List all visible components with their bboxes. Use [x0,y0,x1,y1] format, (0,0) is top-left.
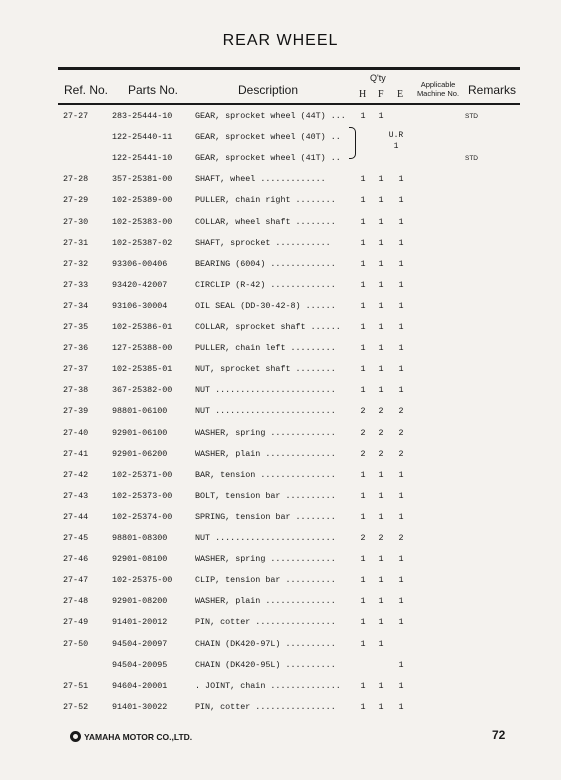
cell-part: 93420-42007 [112,279,168,290]
cell-desc: GEAR, sprocket wheel (41T) .. [195,153,341,164]
cell-desc: BEARING (6004) ............. [195,258,336,269]
cell-desc: COLLAR, wheel shaft ........ [195,216,336,227]
cell-h: 1 [360,195,366,206]
table-row [0,507,561,528]
cell-f: 2 [378,406,384,417]
cell-ref: 27-49 [63,617,89,628]
cell-desc: PULLER, chain left ......... [195,343,336,354]
cell-ref: 27-48 [63,596,89,607]
cell-part: 91401-30022 [112,701,168,712]
cell-e: 1 [398,343,404,354]
group-brace [349,127,356,159]
cell-ref: 27-40 [63,427,89,438]
cell-ref: 27-35 [63,322,89,332]
cell-f: 1 [378,237,384,248]
cell-h: 1 [360,111,366,121]
table-row [0,190,561,211]
cell-h: 1 [360,322,366,332]
cell-h: 1 [360,343,366,354]
cell-ref: 27-50 [63,638,89,649]
cell-h: 1 [360,364,366,375]
cell-desc: BAR, tension ............... [195,469,336,480]
cell-desc: WASHER, plain .............. [195,596,336,607]
cell-desc: CHAIN (DK420-97L) .......... [195,638,336,649]
yamaha-logo-icon [70,731,81,742]
cell-desc: CIRCLIP (R-42) ............. [195,279,336,290]
cell-part: 92901-06100 [112,427,168,438]
cell-e: 1 [398,596,404,607]
cell-f: 2 [378,427,384,438]
cell-ref: 27-42 [63,469,89,480]
table-row [0,148,561,169]
cell-f: 1 [378,680,384,691]
cell-e: 1 [398,490,404,501]
cell-e: 1 [398,575,404,586]
header-e: E [397,89,404,100]
cell-ref: 27-29 [63,195,89,206]
table-row [0,423,561,444]
cell-part: 93306-00406 [112,258,168,269]
cell-e: 2 [398,533,404,543]
ur-note-label: U.R [388,131,404,140]
cell-h: 2 [360,448,366,459]
cell-h: 1 [360,469,366,480]
header-parts-no: Parts No. [128,83,179,97]
cell-desc: NUT ........................ [195,406,336,417]
table-row [0,380,561,401]
cell-desc: CLIP, tension bar .......... [195,575,336,586]
header-remarks: Remarks [468,83,517,97]
cell-ref: 27-51 [63,680,89,691]
cell-h: 1 [360,258,366,269]
cell-e: 1 [398,659,404,670]
cell-part: 102-25389-00 [112,195,173,206]
cell-part: 98801-08300 [112,533,168,543]
header-description: Description [238,83,299,97]
cell-h: 1 [360,617,366,628]
cell-desc: NUT ........................ [195,533,336,543]
cell-desc: . JOINT, chain .............. [195,680,341,691]
cell-e: 1 [398,216,404,227]
cell-part: 92901-06200 [112,448,168,459]
cell-desc: SPRING, tension bar ........ [195,511,336,522]
header-qty: Q'ty [370,73,386,83]
cell-h: 1 [360,701,366,712]
cell-desc: WASHER, spring ............. [195,554,336,565]
table-row [0,591,561,612]
cell-e: 2 [398,448,404,459]
table-row [0,106,561,127]
cell-rem: STD [465,155,478,163]
cell-desc: NUT ........................ [195,385,336,396]
cell-ref: 27-52 [63,701,89,712]
cell-e: 1 [398,195,404,206]
table-row [0,296,561,317]
header-applicable [410,80,466,98]
cell-desc: PULLER, chain right ........ [195,195,336,206]
table-row [0,655,561,676]
cell-part: 92901-08100 [112,554,168,565]
cell-h: 1 [360,490,366,501]
cell-desc: PIN, cotter ................ [195,617,336,628]
cell-h: 1 [360,596,366,607]
cell-f: 1 [378,279,384,290]
cell-part: 127-25388-00 [112,343,173,354]
cell-h: 1 [360,680,366,691]
cell-f: 1 [378,300,384,311]
ur-note-qty: 1 [393,142,399,151]
cell-e: 1 [398,385,404,396]
page-title: REAR WHEEL [222,32,339,49]
cell-h: 2 [360,406,366,417]
cell-e: 1 [398,322,404,332]
cell-f: 1 [378,638,384,649]
table-row [0,528,561,549]
cell-part: 102-25374-00 [112,511,173,522]
cell-h: 1 [360,237,366,248]
cell-f: 1 [378,596,384,607]
company-name: YAMAHA MOTOR CO.,LTD. [84,731,193,742]
cell-f: 1 [378,554,384,565]
cell-part: 102-25386-01 [112,322,173,332]
cell-desc: SHAFT, wheel ............. [195,174,326,185]
cell-f: 1 [378,258,384,269]
cell-f: 1 [378,111,384,121]
cell-h: 1 [360,279,366,290]
cell-part: 357-25381-00 [112,174,173,185]
cell-e: 1 [398,258,404,269]
cell-h: 1 [360,638,366,649]
cell-ref: 27-32 [63,258,89,269]
cell-f: 2 [378,448,384,459]
cell-ref: 27-38 [63,385,89,396]
cell-desc: WASHER, plain .............. [195,448,336,459]
table-row [0,676,561,697]
cell-h: 1 [360,216,366,227]
cell-part: 102-25375-00 [112,575,173,586]
cell-part: 92901-08200 [112,596,168,607]
cell-ref: 27-46 [63,554,89,565]
table-row [0,359,561,380]
cell-ref: 27-44 [63,511,89,522]
cell-ref: 27-47 [63,575,89,586]
cell-f: 1 [378,701,384,712]
cell-f: 1 [378,216,384,227]
table-row [0,275,561,296]
table-row [0,549,561,570]
cell-e: 1 [398,300,404,311]
cell-part: 91401-20012 [112,617,168,628]
header-ref-no: Ref. No. [64,83,109,97]
cell-desc: CHAIN (DK420-95L) .......... [195,659,336,670]
cell-e: 1 [398,554,404,565]
cell-rem: STD [465,113,478,120]
cell-f: 1 [378,490,384,501]
cell-e: 1 [398,279,404,290]
cell-f: 1 [378,174,384,185]
table-row [0,401,561,422]
table-row [0,127,561,148]
table-row [0,486,561,507]
table-row [0,338,561,359]
cell-e: 1 [398,617,404,628]
cell-f: 1 [378,575,384,586]
header-applicable-line2: Machine No. [416,89,460,98]
cell-f: 1 [378,469,384,480]
header-bottom-rule [58,103,520,105]
cell-ref: 27-31 [63,237,89,248]
cell-e: 1 [398,174,404,185]
cell-ref: 27-45 [63,533,89,543]
cell-part: 93106-30004 [112,300,168,311]
cell-f: 1 [378,617,384,628]
cell-part: 98801-06100 [112,406,168,417]
table-row [0,697,561,718]
page-number: 72 [492,728,506,742]
cell-ref: 27-30 [63,216,89,227]
cell-desc: NUT, sprocket shaft ........ [195,364,336,375]
cell-ref: 27-43 [63,490,89,501]
cell-part: 283-25444-10 [112,111,173,121]
cell-ref: 27-36 [63,343,89,354]
footer-company [70,731,192,742]
ur-note [376,130,416,152]
cell-part: 122-25441-10 [112,153,173,164]
table-row [0,444,561,465]
cell-h: 2 [360,533,366,543]
table-row [0,634,561,655]
table-row [0,212,561,233]
header-f: F [378,89,384,100]
cell-e: 2 [398,406,404,417]
cell-ref: 27-28 [63,174,89,185]
table-row [0,254,561,275]
cell-part: 122-25440-11 [112,132,173,143]
cell-part: 367-25382-00 [112,385,173,396]
cell-f: 1 [378,385,384,396]
cell-desc: PIN, cotter ................ [195,701,336,712]
cell-h: 1 [360,575,366,586]
table-row [0,317,561,338]
cell-e: 1 [398,237,404,248]
cell-desc: COLLAR, sprocket shaft ...... [195,322,341,332]
cell-ref: 27-27 [63,111,89,121]
table-row [0,233,561,254]
table-row [0,169,561,190]
cell-e: 1 [398,680,404,691]
cell-ref: 27-39 [63,406,89,417]
header-applicable-line1: Applicable [420,80,456,89]
cell-e: 1 [398,701,404,712]
cell-f: 2 [378,533,384,543]
cell-part: 102-25371-00 [112,469,173,480]
cell-h: 1 [360,300,366,311]
cell-desc: OIL SEAL (DD-30-42-8) ...... [195,300,336,311]
cell-ref: 27-34 [63,300,89,311]
cell-e: 1 [398,469,404,480]
cell-f: 1 [378,511,384,522]
cell-h: 1 [360,554,366,565]
cell-part: 94504-20095 [112,659,168,670]
cell-desc: GEAR, sprocket wheel (40T) .. [195,132,341,143]
header-h: H [359,89,367,100]
cell-f: 1 [378,364,384,375]
cell-e: 1 [398,364,404,375]
cell-f: 1 [378,322,384,332]
table-row [0,612,561,633]
cell-part: 102-25383-00 [112,216,173,227]
cell-f: 1 [378,343,384,354]
cell-e: 1 [398,511,404,522]
cell-e: 2 [398,427,404,438]
cell-h: 1 [360,174,366,185]
cell-ref: 27-41 [63,448,89,459]
cell-desc: BOLT, tension bar .......... [195,490,336,501]
cell-part: 94604-20001 [112,680,168,691]
cell-part: 102-25373-00 [112,490,173,501]
cell-part: 102-25387-02 [112,237,173,248]
cell-part: 102-25385-01 [112,364,173,375]
table-row [0,465,561,486]
header-top-rule [58,67,520,70]
cell-part: 94504-20097 [112,638,168,649]
cell-ref: 27-37 [63,364,89,375]
cell-desc: SHAFT, sprocket ........... [195,237,331,248]
cell-f: 1 [378,195,384,206]
cell-ref: 27-33 [63,279,89,290]
cell-h: 2 [360,427,366,438]
cell-desc: GEAR, sprocket wheel (44T) ... [195,111,346,121]
cell-desc: WASHER, spring ............. [195,427,336,438]
cell-h: 1 [360,385,366,396]
table-row [0,570,561,591]
cell-h: 1 [360,511,366,522]
